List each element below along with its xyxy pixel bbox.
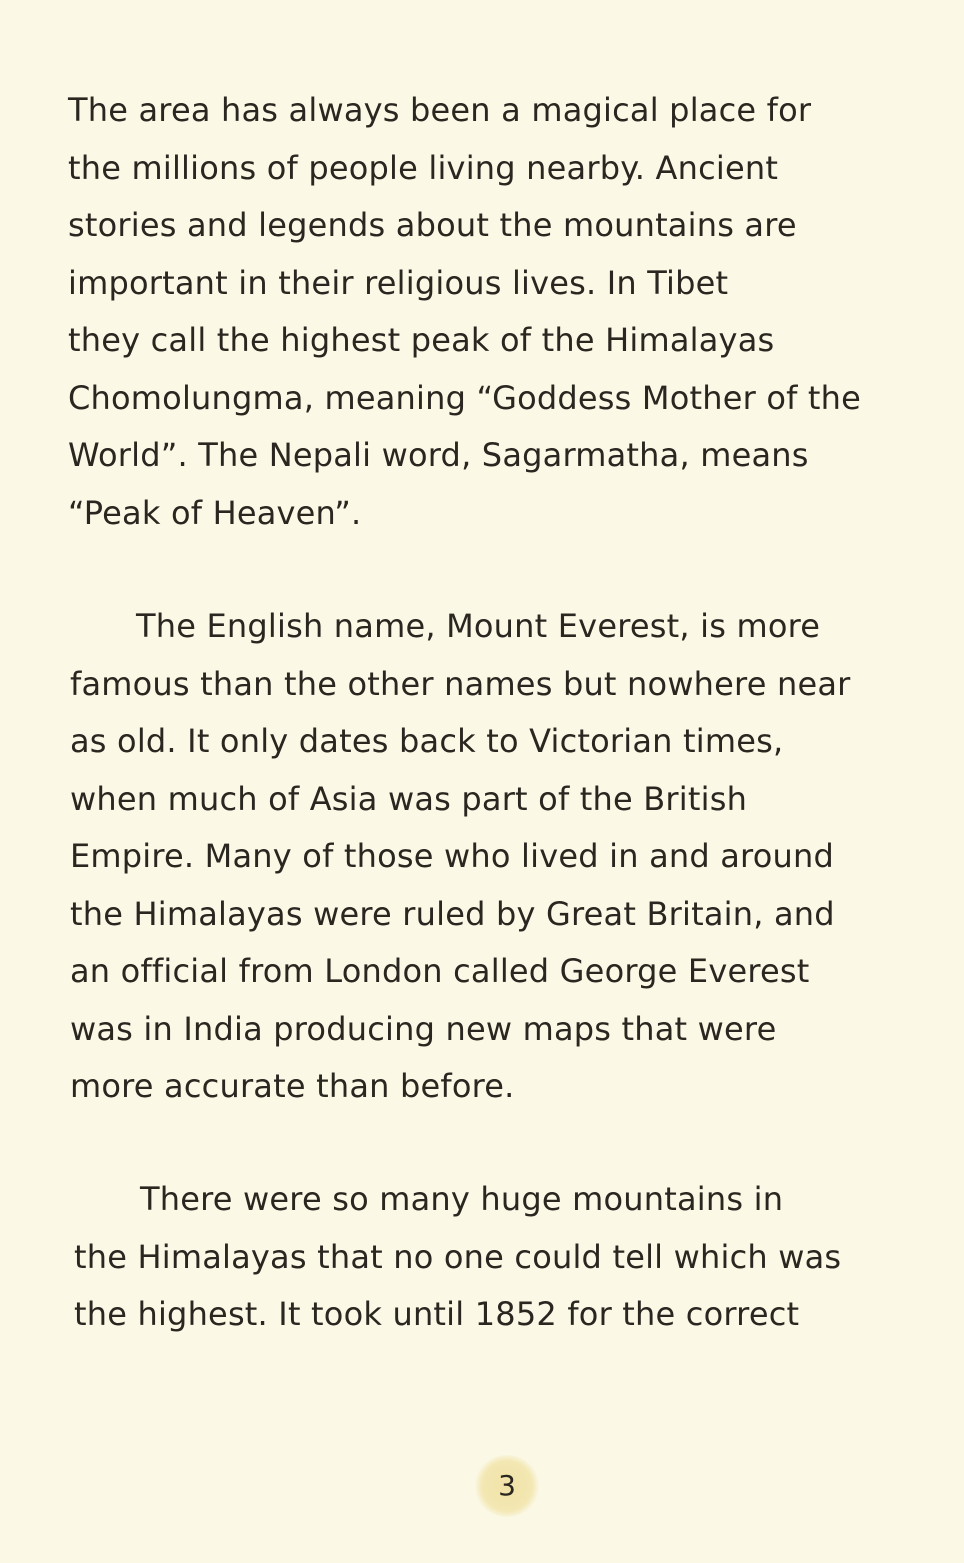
text-line: the millions of people living nearby. Ancient — [68, 148, 779, 187]
text-line: The English name, Mount Everest, is more — [136, 607, 821, 645]
text-line: World”. The Nepali word, Sagarmatha, means — [68, 436, 809, 474]
page-number-badge — [474, 1455, 540, 1517]
paragraph-1 — [68, 82, 948, 542]
text-line: the highest. It took until 1852 for the correct — [74, 1295, 800, 1333]
text-line: the Himalayas were ruled by Great Britain, and — [70, 894, 835, 933]
text-line: stories and legends about the mountains are — [68, 206, 797, 244]
text-line: an official from London called George Everest — [70, 952, 810, 990]
text-line: There were so many huge mountains in — [140, 1180, 784, 1218]
paragraph-3 — [74, 1171, 954, 1344]
text-line: important in their religious lives. In Tibet — [68, 263, 729, 302]
text-line: when much of Asia was part of the British — [70, 779, 748, 818]
text-line: famous than the other names but nowhere near — [70, 664, 851, 703]
text-line: as old. It only dates back to Victorian times, — [70, 722, 784, 760]
text-line: the Himalayas that no one could tell which was — [74, 1237, 842, 1276]
text-line: “Peak of Heaven”. — [68, 493, 362, 532]
text-line: Empire. Many of those who lived in and around — [70, 837, 834, 875]
text-line: The area has always been a magical place for — [68, 91, 812, 129]
page-number: 3 — [498, 1469, 516, 1502]
text-line: they call the highest peak of the Himalayas — [68, 321, 775, 359]
text-line: was in India producing new maps that were — [70, 1009, 777, 1048]
text-line: Chomolungma, meaning “Goddess Mother of the — [68, 378, 862, 417]
paragraph-2 — [70, 598, 950, 1116]
text-line: more accurate than before. — [70, 1067, 515, 1105]
